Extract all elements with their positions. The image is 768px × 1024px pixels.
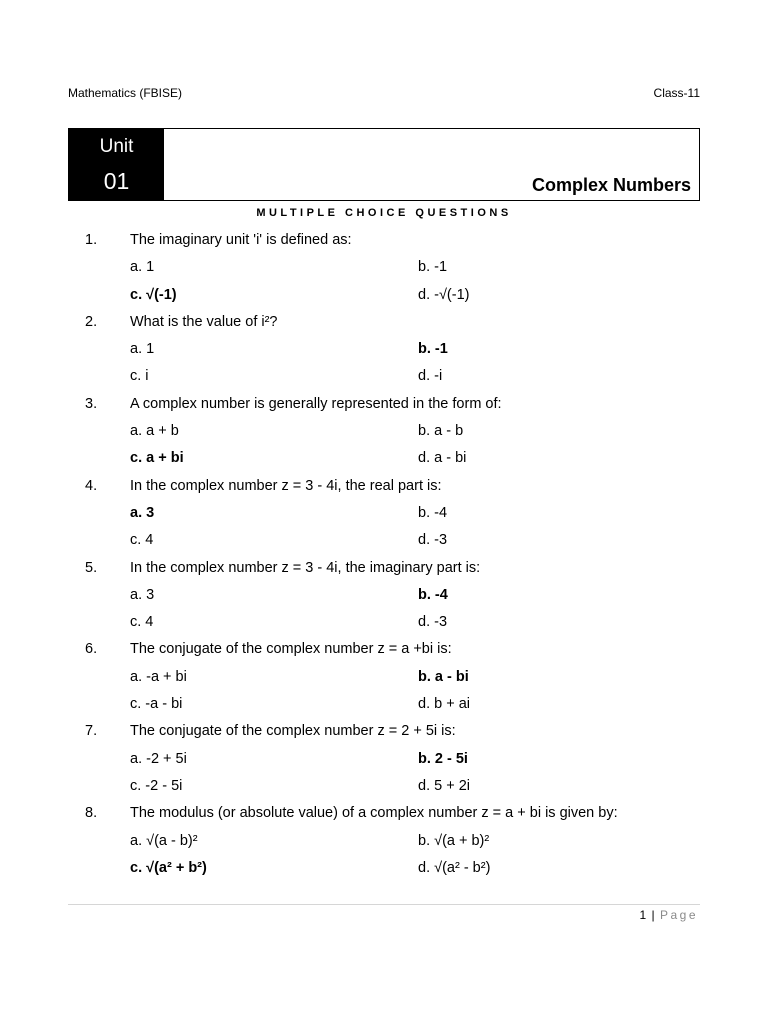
- question-row: [0, 719, 768, 746]
- section-title: MULTIPLE CHOICE QUESTIONS: [256, 207, 512, 219]
- options-row: [0, 446, 768, 473]
- question-text: In the complex number z = 3 - 4i, the real part is:: [130, 477, 442, 494]
- option-c: c. 4: [130, 614, 154, 631]
- option-b: b. a - b: [418, 423, 464, 440]
- unit-banner: [68, 128, 700, 201]
- question-item: [0, 310, 768, 392]
- page-footer: [639, 908, 698, 922]
- option-b: b. -4: [418, 504, 448, 521]
- page-word: Page: [659, 908, 698, 922]
- option-b-correct: b. -1: [418, 341, 448, 358]
- question-number: 1.: [85, 232, 98, 248]
- page-separator: |: [651, 908, 655, 922]
- question-item: [0, 801, 768, 883]
- question-text: The imaginary unit 'i' is defined as:: [130, 232, 352, 248]
- question-text: What is the value of i²?: [130, 313, 278, 330]
- question-row: [0, 556, 768, 583]
- option-a: a. 1: [130, 341, 155, 358]
- question-number: 7.: [85, 723, 98, 740]
- question-row: [0, 801, 768, 828]
- question-number: 5.: [85, 559, 98, 576]
- option-d: d. √(a² - b²): [418, 859, 491, 876]
- option-a: a. 1: [130, 259, 155, 276]
- unit-badge: [69, 129, 164, 200]
- option-d: d. -3: [418, 614, 448, 631]
- option-b-correct: b. -4: [418, 586, 448, 603]
- question-row: [0, 637, 768, 664]
- options-row: [0, 747, 768, 774]
- question-item: [0, 637, 768, 719]
- options-row: [0, 829, 768, 856]
- options-row: [0, 283, 768, 310]
- option-d: d. b + ai: [418, 696, 470, 713]
- option-c-correct: c. √(a² + b²): [130, 859, 207, 876]
- question-item: [0, 556, 768, 638]
- options-row: [0, 692, 768, 719]
- option-a: a. -a + bi: [130, 668, 187, 685]
- option-a: a. √(a - b)²: [130, 832, 198, 849]
- options-row: [0, 528, 768, 555]
- options-row: [0, 856, 768, 883]
- question-list: [0, 228, 768, 883]
- question-number: 2.: [85, 313, 98, 330]
- options-row: [0, 774, 768, 801]
- option-d: d. 5 + 2i: [418, 777, 470, 794]
- option-c-correct: c. a + bi: [130, 450, 184, 467]
- question-item: [0, 228, 768, 310]
- options-row: [0, 337, 768, 364]
- options-row: [0, 364, 768, 391]
- option-c: c. 4: [130, 532, 154, 549]
- question-item: [0, 474, 768, 556]
- class-header: Class-11: [653, 86, 700, 100]
- options-row: [0, 665, 768, 692]
- options-row: [0, 419, 768, 446]
- options-row: [0, 501, 768, 528]
- question-row: [0, 310, 768, 337]
- option-d: d. -3: [418, 532, 448, 549]
- question-number: 8.: [85, 805, 98, 822]
- question-number: 3.: [85, 395, 98, 412]
- option-c: c. i: [130, 368, 149, 385]
- option-a: a. a + b: [130, 423, 179, 440]
- question-number: 6.: [85, 641, 98, 658]
- option-c-correct: c. √(-1): [130, 286, 177, 303]
- option-b-correct: b. a - bi: [418, 668, 469, 685]
- question-number: 4.: [85, 477, 98, 494]
- option-d: d. a - bi: [418, 450, 467, 467]
- unit-number: 01: [103, 168, 130, 194]
- option-b: b. -1: [418, 259, 448, 276]
- option-a: a. 3: [130, 586, 155, 603]
- option-c: c. -2 - 5i: [130, 777, 183, 794]
- question-row: [0, 392, 768, 419]
- options-row: [0, 610, 768, 637]
- option-a-correct: a. 3: [130, 504, 155, 521]
- question-item: [0, 719, 768, 801]
- options-row: [0, 255, 768, 282]
- unit-label: Unit: [99, 136, 134, 157]
- footer-divider: [68, 904, 700, 905]
- option-d: d. -i: [418, 368, 443, 385]
- question-text: The modulus (or absolute value) of a complex number z = a + bi is given by:: [130, 805, 618, 822]
- question-row: [0, 228, 768, 255]
- question-item: [0, 392, 768, 474]
- question-text: The conjugate of the complex number z = 2 + 5i is:: [130, 723, 456, 740]
- question-row: [0, 474, 768, 501]
- option-c: c. -a - bi: [130, 696, 183, 713]
- question-text: The conjugate of the complex number z = a +bi is:: [130, 641, 452, 658]
- option-a: a. -2 + 5i: [130, 750, 187, 767]
- question-text: A complex number is generally represented in the form of:: [130, 395, 502, 412]
- subject-header: Mathematics (FBISE): [68, 86, 183, 100]
- unit-title: Complex Numbers: [531, 175, 691, 195]
- question-text: In the complex number z = 3 - 4i, the imaginary part is:: [130, 559, 481, 576]
- options-row: [0, 583, 768, 610]
- page-number: 1: [639, 908, 647, 922]
- option-d: d. -√(-1): [418, 286, 470, 303]
- option-b: b. √(a + b)²: [418, 832, 490, 849]
- option-b-correct: b. 2 - 5i: [418, 750, 468, 767]
